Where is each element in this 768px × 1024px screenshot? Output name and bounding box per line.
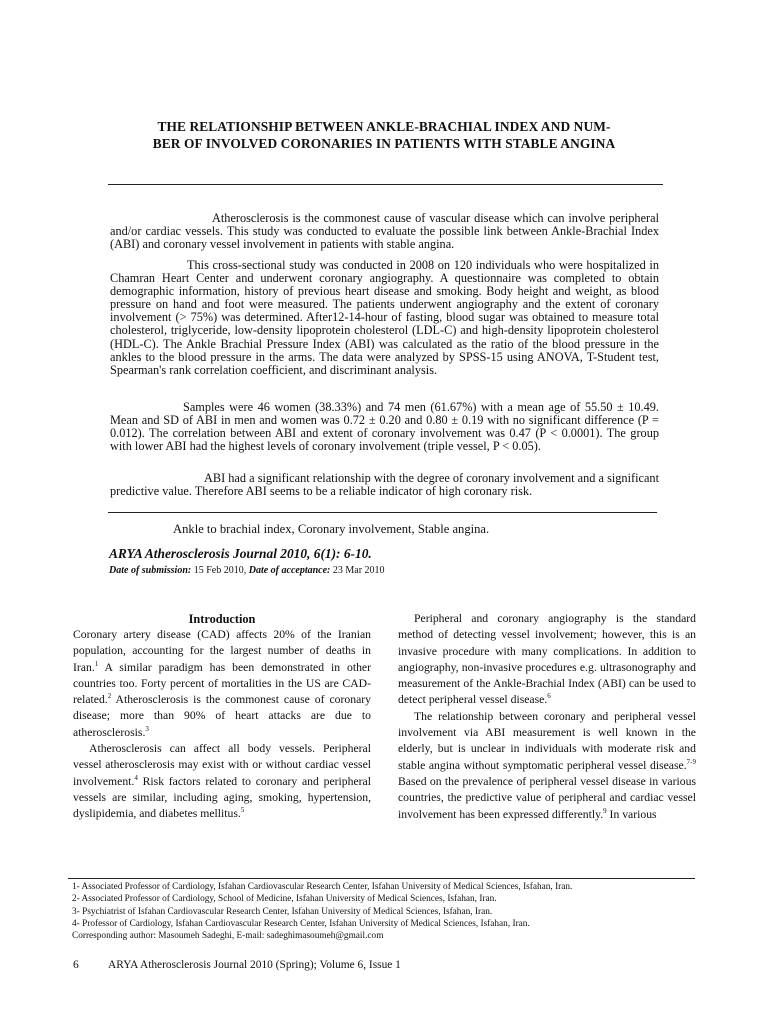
footnote-rule: [68, 878, 695, 879]
footnote-4: 4- Professor of Cardiology, Isfahan Cardiovascular Research Center, Isfahan University of Medical Sciences, Isfahan, Iran.: [72, 918, 530, 929]
ref-4: 4: [134, 773, 138, 782]
title-line-1: THE RELATIONSHIP BETWEEN ANKLE-BRACHIAL INDEX AND NUM-: [157, 119, 611, 134]
footnote-2: 2- Associated Professor of Cardiology, School of Medicine, Isfahan University of Medical Sciences, Isfahan, Iran.: [72, 894, 497, 905]
ref-9: 9: [603, 806, 607, 815]
submission-label: Date of submission:: [109, 565, 192, 576]
ref-3: 3: [145, 724, 149, 733]
abstract-bottom-rule: [108, 512, 657, 513]
acceptance-label: Date of acceptance:: [248, 565, 331, 576]
running-footer: ARYA Atherosclerosis Journal 2010 (Spring); Volume 6, Issue 1: [108, 959, 401, 971]
ref-5: 5: [240, 806, 245, 815]
abstract-results: Samples were 46 women (38.33%) and 74 men (61.67%) with a mean age of 55.50 ± 10.49. Mean and SD of ABI in men and women was 0.72 ± 0.20 and 0.80 ± 0.19 with no significant difference (P = 0.012). The correlation between ABI and extent of coronary involvement was 0.47 (P < 0.0001). The group with lower ABI had the highest levels of coronary involvement (triple vessel, P < 0.05).: [110, 400, 659, 454]
ref-1: 1: [94, 659, 99, 668]
abstract-methods: This cross-sectional study was conducted in 2008 on 120 individuals who were hospitalized in Chamran Heart Center and underwent coronary angiography. A questionnaire was completed to obtain demographic information, history of previous heart disease and smoking. Body height and weight, as blood pressure on hand and foot were measured. The patients underwent angiography and the extent of coronary involvement (> 75%) was determined. After12-14-hour of fasting, blood sugar was obtained to measure total cholesterol, triglyceride, low-density lipoprotein cholesterol (LDL-C) and high-density lipoprotein cholesterol (HDL-C). The Ankle Brachial Pressure Index (ABI) was calculated as the ratio of the blood pressure in the ankles to the blood pressure in the arms. The data were analyzed by SPSS-15 using ANOVA, T-Student test, Spearman's rank correlation coefficient, and discriminant analysis.: [110, 258, 659, 377]
intro-paragraph-4: The relationship between coronary and peripheral vessel involvement via ABI measurement is well known in the elderly, but is unclear in individuals with moderate risk and stable angina without symptomatic peripheral vessel disease.$^{7-9}$ Based on the prevalence of peripheral vessel disease in various countries, the predictive value of peripheral and cardiac vessel involvement has been expressed differently.$^9$ In various: [398, 709, 696, 821]
ref-7-9: 7-9: [686, 757, 696, 766]
footnote-1: 1- Associated Professor of Cardiology, Isfahan Cardiovascular Research Center, Isfahan University of Medical Sciences, Isfahan, Iran.: [72, 882, 573, 892]
submission-dates: [109, 565, 385, 576]
intro-paragraph-2: Atherosclerosis can affect all body vessels. Peripheral vessel atherosclerosis may exist with or without cardiac vessel involvement.$^4$ Risk factors related to coronary and peripheral vessels are similar, including aging, smoking, hypertension, dyslipidemia, and diabetes mellitus.$^5$: [73, 742, 371, 821]
footnotes: [72, 881, 712, 942]
ref-2: 2: [107, 692, 112, 701]
intro-paragraph-3: Peripheral and coronary angiography is the standard method of detecting vessel involvement; however, this is an invasive procedure with many complications. In addition to angiography, non-invasive procedures e.g. ultrasonography and measurement of the Ankle-Brachial Index (ABI) can be used to detect peripheral vessel disease.$^6$: [398, 612, 696, 707]
keywords: Ankle to brachial index, Coronary involvement, Stable angina.: [173, 522, 490, 536]
left-column: [73, 611, 371, 823]
intro-paragraph-1: Coronary artery disease (CAD) affects 20% of the Iranian population, accounting for the largest number of deaths in Iran.$^1$ A similar paradigm has been demonstrated in other countries too. Forty percent of mortalities in the US are CAD-related.$^2$ Atherosclerosis is the commonest cause of coronary disease; more than 90% of heart attacks are due to atherosclerosis.$^3$: [73, 628, 371, 739]
abstract-top-rule: [108, 184, 663, 185]
article-title: [100, 118, 668, 152]
right-column: [398, 611, 696, 823]
acceptance-date: 23 Mar 2010: [332, 565, 385, 576]
abstract-conclusion: ABI had a significant relationship with the degree of coronary involvement and a significant predictive value. Therefore ABI seems to be a reliable indicator of high coronary risk.: [110, 471, 659, 499]
page-number: 6: [73, 959, 79, 971]
journal-citation: ARYA Atherosclerosis Journal 2010, 6(1): 6-10.: [109, 546, 372, 561]
submission-date: 15 Feb 2010,: [193, 565, 247, 576]
abstract-background: Atherosclerosis is the commonest cause of vascular disease which can involve peripheral and/or cardiac vessels. This study was conducted to evaluate the possible link between Ankle-Brachial Index (ABI) and coronary vessel involvement in patients with stable angina.: [110, 211, 659, 252]
footnote-3: 3- Psychiatrist of Isfahan Cardiovascular Research Center, Isfahan University of Medical Sciences, Isfahan, Iran.: [72, 906, 493, 917]
section-heading-introduction: Introduction: [188, 612, 256, 626]
corresponding-author: Corresponding author: Masoumeh Sadeghi, E-mail: sadeghimasoumeh@gmail.com: [72, 931, 384, 942]
ref-6: 6: [547, 692, 551, 701]
title-line-2: BER OF INVOLVED CORONARIES IN PATIENTS WITH STABLE ANGINA: [152, 136, 616, 151]
